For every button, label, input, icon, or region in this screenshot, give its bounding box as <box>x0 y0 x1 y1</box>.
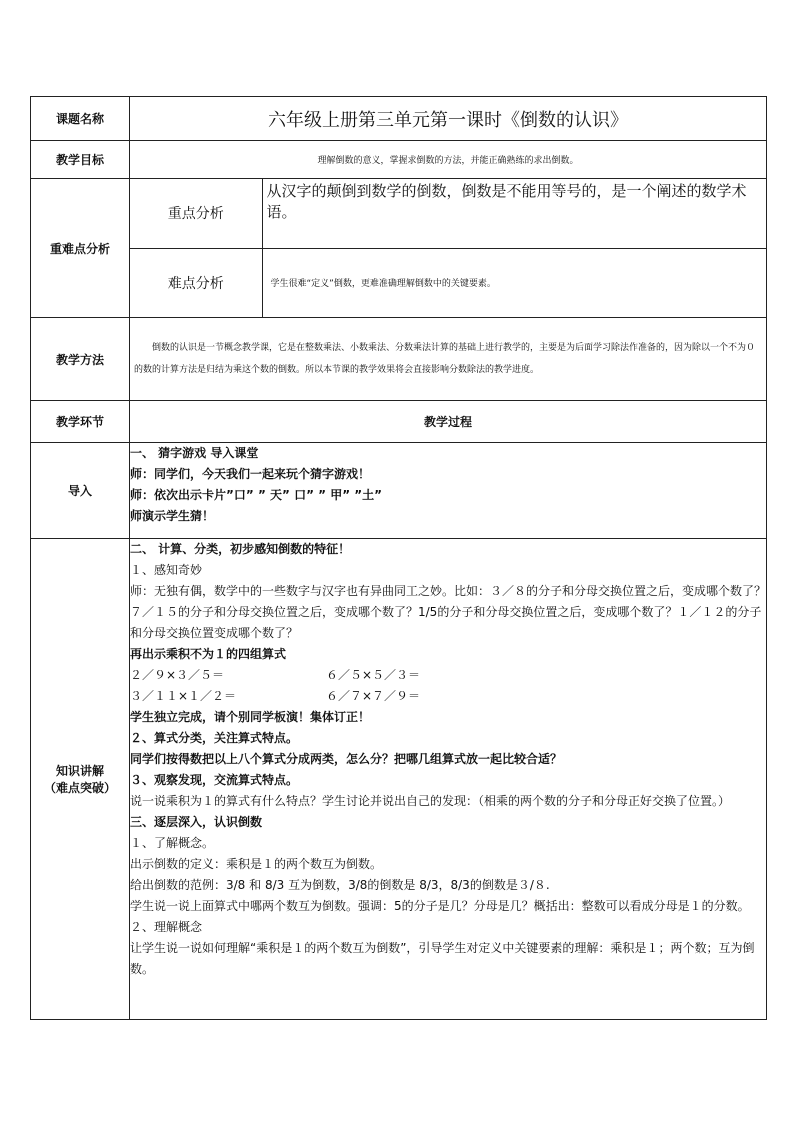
goal-label: 教学目标 <box>31 141 130 179</box>
paragraph: 出示倒数的定义：乘积是１的两个数互为倒数。 <box>130 857 383 871</box>
intro-line: 师：依次出示卡片”口” ” 天” 口” ” 甲” ”土” <box>130 488 383 502</box>
analysis-row <box>31 179 767 318</box>
key-point-label: 重点分析 <box>130 179 262 248</box>
goal-text: 理解倒数的意义，掌握求倒数的方法，并能正确熟练的求出倒数。 <box>130 141 767 179</box>
paragraph: 学生独立完成，请个别同学板演！集体订正！ <box>130 710 371 724</box>
intro-line: 师：同学们，今天我们一起来玩个猜字游戏！ <box>130 467 371 481</box>
equation-row <box>130 665 766 686</box>
paragraph: 说一说乘积为１的算式有什么特点？学生讨论并说出自己的发现：（相乘的两个数的分子和分母正好交换了位置。） <box>130 794 731 808</box>
equation: ３／１１×１／２＝ <box>130 689 237 703</box>
difficulty-text: 学生很难“定义”倒数，更难准确理解倒数中的关键要素。 <box>262 248 766 317</box>
paragraph: 再出示乘积不为１的四组算式 <box>130 647 287 661</box>
goal-row <box>31 141 767 179</box>
paragraph: 给出倒数的范例：3/8 和 8/3 互为倒数，3/8的倒数是 8/3，8/3的倒数是３/８. <box>130 878 550 892</box>
equation: ６／５×５／３＝ <box>326 668 421 682</box>
subsection-heading: ２、理解概念 <box>130 920 203 934</box>
intro-content <box>130 443 767 539</box>
equation-row <box>130 686 766 707</box>
subsection-heading: １、了解概念。 <box>130 836 215 850</box>
knowledge-content <box>130 539 767 1020</box>
subsection-heading: ２、算式分类，关注算式特点。 <box>130 731 299 745</box>
analysis-subtable <box>130 179 766 317</box>
title-label: 课题名称 <box>31 97 130 141</box>
subsection-heading: ３、观察发现，交流算式特点。 <box>130 773 299 787</box>
equation: ２／９×３／５＝ <box>130 668 225 682</box>
paragraph: 师：无独有偶，数学中的一些数字与汉字也有异曲同工之妙。比如：３／８的分子和分母交换位置之后，变成哪个数了？７／１５的分子和分母交换位置之后，变成哪个数了？1/5的分子和分母交换位置之后，变成哪个数了？１／１２的分子和分母交换位置变成哪个数了？ <box>130 584 767 640</box>
method-row <box>31 318 767 401</box>
intro-row <box>31 443 767 539</box>
process-stage-label: 教学环节 <box>31 401 130 443</box>
knowledge-label <box>31 539 130 1020</box>
section-heading: 三、逐层深入，认识倒数 <box>130 815 263 829</box>
analysis-label: 重难点分析 <box>31 179 130 318</box>
lesson-title: 六年级上册第三单元第一课时《倒数的认识》 <box>130 97 767 141</box>
lesson-plan-table <box>30 96 767 1020</box>
intro-label: 导入 <box>31 443 130 539</box>
paragraph: 学生说一说上面算式中哪两个数互为倒数。强调：5的分子是几？分母是几？概括出：整数可以看成分母是１的分数。 <box>130 899 750 913</box>
title-row <box>31 97 767 141</box>
paragraph: 让学生说一说如何理解“乘积是１的两个数互为倒数”，引导学生对定义中关键要素的理解：乘积是１；两个数；互为倒数。 <box>130 941 755 976</box>
intro-line: 师演示学生猜！ <box>130 509 215 523</box>
method-text: 倒数的认识是一节概念教学课，它是在整数乘法、小数乘法、分数乘法计算的基础上进行教学的，主要是为后面学习除法作准备的，因为除以一个不为０的数的计算方法是归结为乘这个数的倒数。所以本节课的教学效果将会直接影响分数除法的教学进度。 <box>130 318 767 401</box>
key-point-text: 从汉字的颠倒到数学的倒数，倒数是不能用等号的，是一个阐述的数学术语。 <box>262 179 766 248</box>
subsection-heading: １、感知奇妙 <box>130 563 203 577</box>
process-title: 教学过程 <box>130 401 767 443</box>
knowledge-label-sub: （难点突破） <box>43 781 116 795</box>
knowledge-label-main: 知识讲解 <box>55 764 104 778</box>
equation: ６／７×７／９＝ <box>326 689 421 703</box>
section-heading: 二、 计算、分类，初步感知倒数的特征！ <box>130 542 351 556</box>
knowledge-row <box>31 539 767 1020</box>
difficulty-label: 难点分析 <box>130 248 262 317</box>
method-label: 教学方法 <box>31 318 130 401</box>
paragraph: 同学们按得数把以上八个算式分成两类，怎么分？把哪几组算式放一起比较合适？ <box>130 752 563 766</box>
process-header-row <box>31 401 767 443</box>
intro-line: 一、 猜字游戏 导入课堂 <box>130 446 259 460</box>
